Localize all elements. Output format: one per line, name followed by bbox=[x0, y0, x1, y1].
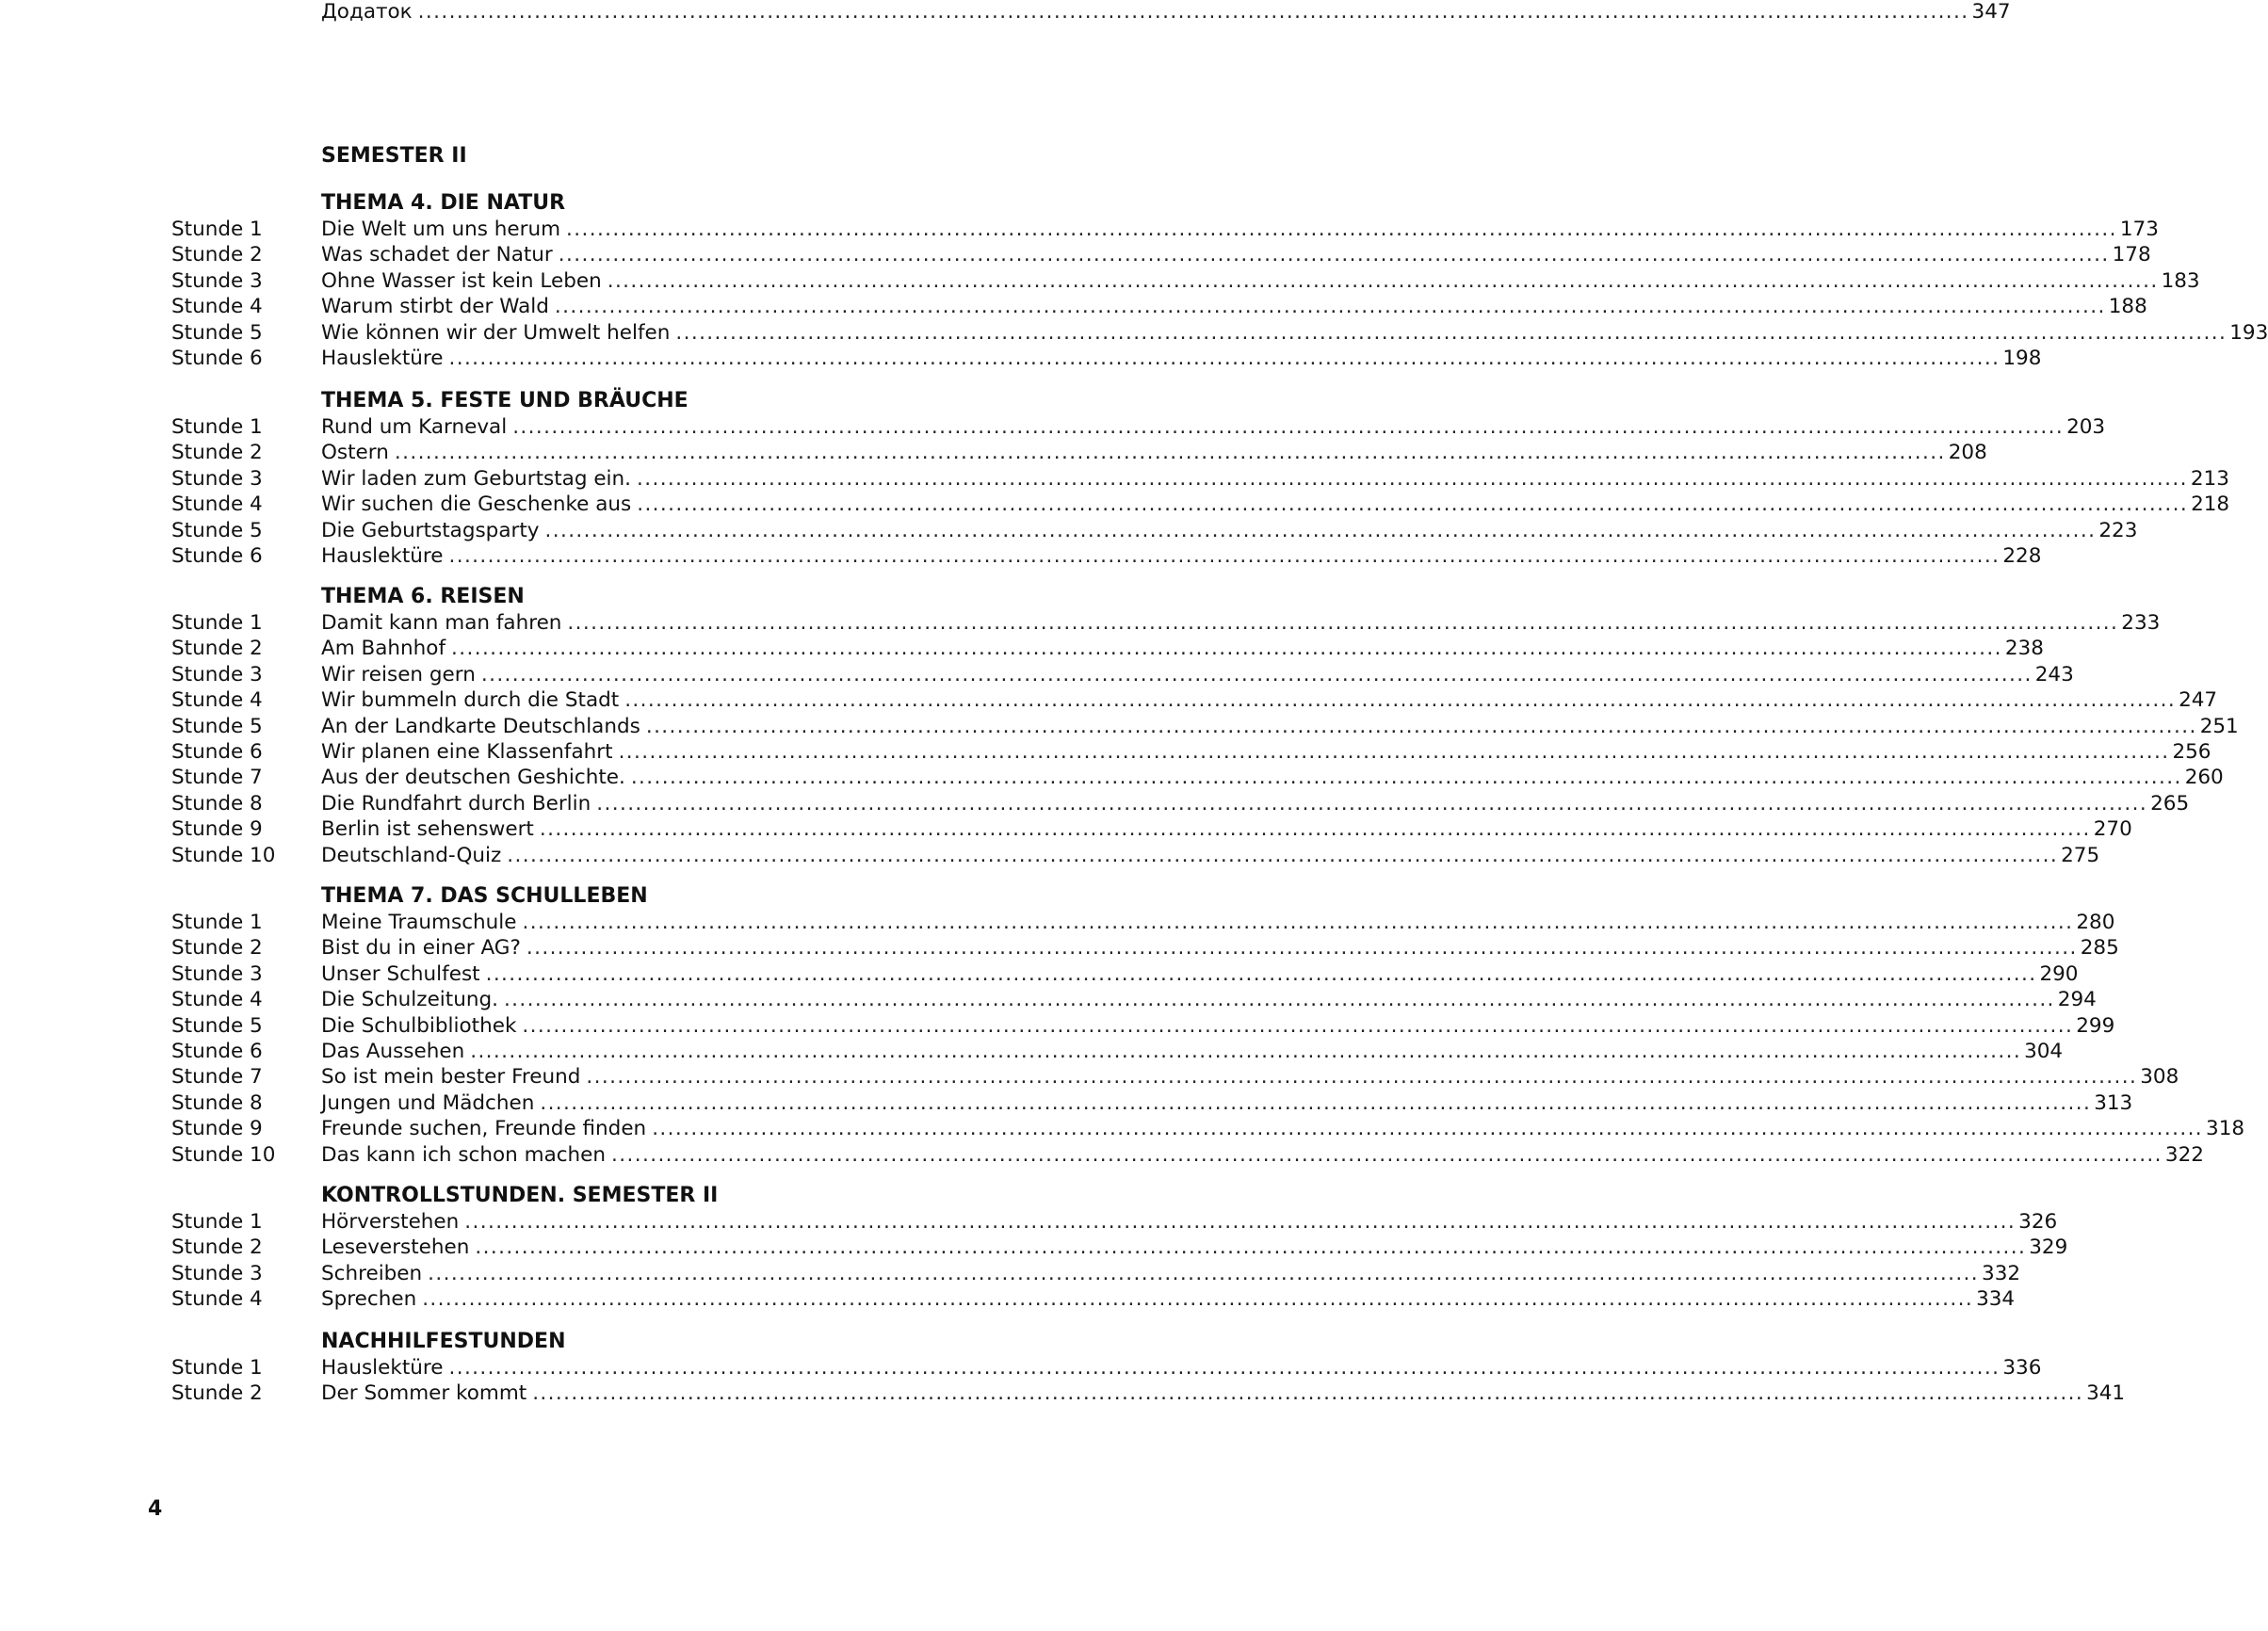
toc-entry bbox=[0, 988, 2097, 1012]
lesson-label: Stunde 1 bbox=[171, 415, 263, 439]
entry-title: So ist mein bester Freund bbox=[321, 1065, 581, 1090]
toc-entry bbox=[0, 0, 2011, 24]
page-ref: 313 bbox=[2094, 1090, 2133, 1115]
entry-title: Damit kann man fahren bbox=[321, 611, 562, 635]
toc-entry bbox=[0, 1013, 2115, 1039]
dot-leader: ........................................................................................................................................................................................................ bbox=[540, 1090, 2092, 1115]
lesson-label: Stunde 6 bbox=[171, 544, 263, 568]
entry-title: Wir planen eine Klassenfahrt bbox=[321, 740, 613, 764]
page-ref: 198 bbox=[2002, 347, 2042, 370]
page-ref: 285 bbox=[2080, 936, 2119, 961]
toc-entry bbox=[0, 1117, 2245, 1141]
page-ref: 247 bbox=[2179, 688, 2218, 713]
lesson-label: Stunde 3 bbox=[171, 961, 263, 986]
page-number: 4 bbox=[148, 1497, 163, 1521]
entry-title: Додаток bbox=[321, 0, 413, 24]
toc-entry bbox=[0, 714, 2239, 739]
entry-title: Die Welt um uns herum bbox=[321, 218, 561, 241]
page-ref: 270 bbox=[2093, 817, 2132, 842]
dot-leader: ........................................................................................................................................................................................................ bbox=[624, 688, 2177, 713]
entry-title: An der Landkarte Deutschlands bbox=[321, 714, 640, 738]
toc-entry bbox=[0, 1287, 2016, 1312]
section-heading: THEMA 5. FESTE UND BRÄUCHE bbox=[321, 389, 688, 412]
lesson-label: Stunde 1 bbox=[171, 218, 263, 241]
entry-title: Wir suchen die Geschenke aus bbox=[321, 493, 632, 517]
lesson-label: Stunde 5 bbox=[171, 714, 263, 738]
entry-title: Jungen und Mädchen bbox=[321, 1090, 535, 1115]
toc-entry bbox=[0, 791, 2190, 816]
toc-entry bbox=[0, 493, 2230, 517]
page-ref: 275 bbox=[2061, 843, 2100, 867]
page-ref: 251 bbox=[2199, 714, 2239, 738]
dot-leader: ........................................................................................................................................................................................................ bbox=[464, 1210, 2017, 1234]
lesson-label: Stunde 5 bbox=[171, 1013, 263, 1038]
lesson-label: Stunde 3 bbox=[171, 466, 263, 491]
lesson-label: Stunde 8 bbox=[171, 1090, 263, 1115]
dot-leader: ........................................................................................................................................................................................................ bbox=[607, 268, 2159, 293]
entry-title: Sprechen bbox=[321, 1287, 417, 1312]
toc-entry bbox=[0, 961, 2079, 987]
page-ref: 322 bbox=[2164, 1142, 2204, 1167]
page-ref: 280 bbox=[2076, 911, 2115, 934]
toc-entry bbox=[0, 611, 2161, 636]
lesson-label: Stunde 7 bbox=[171, 766, 263, 790]
page-ref: 203 bbox=[2066, 415, 2106, 439]
lesson-label: Stunde 10 bbox=[171, 843, 276, 867]
entry-title: Die Schulbibliothek bbox=[321, 1013, 517, 1038]
dot-leader: ........................................................................................................................................................................................................ bbox=[480, 662, 2033, 686]
lesson-label: Stunde 4 bbox=[171, 688, 263, 713]
toc-entry bbox=[0, 766, 2224, 790]
section-heading: NACHHILFESTUNDEN bbox=[321, 1330, 566, 1353]
lesson-label: Stunde 2 bbox=[171, 1381, 263, 1406]
page-ref: 256 bbox=[2172, 740, 2211, 764]
lesson-label: Stunde 4 bbox=[171, 295, 263, 319]
page-ref: 173 bbox=[2119, 218, 2159, 241]
entry-title: Berlin ist sehenswert bbox=[321, 817, 534, 842]
page-ref: 265 bbox=[2150, 791, 2190, 816]
page-ref: 294 bbox=[2057, 988, 2097, 1012]
page-ref: 329 bbox=[2029, 1235, 2068, 1260]
page-ref: 336 bbox=[2002, 1356, 2042, 1380]
dot-leader: ........................................................................................................................................................................................................ bbox=[428, 1261, 1980, 1285]
lesson-label: Stunde 1 bbox=[171, 1210, 263, 1234]
lesson-label: Stunde 1 bbox=[171, 611, 263, 635]
lesson-label: Stunde 4 bbox=[171, 988, 263, 1012]
lesson-label: Stunde 4 bbox=[171, 493, 263, 517]
dot-leader: ........................................................................................................................................................................................................ bbox=[637, 466, 2188, 491]
toc-entry bbox=[0, 295, 2147, 319]
lesson-label: Stunde 5 bbox=[171, 320, 263, 345]
dot-leader: ........................................................................................................................................................................................................ bbox=[586, 1065, 2138, 1090]
toc-entry bbox=[0, 1210, 2058, 1235]
page-ref: 347 bbox=[1971, 0, 2011, 24]
lesson-label: Stunde 6 bbox=[171, 740, 263, 764]
toc-entry bbox=[0, 911, 2115, 935]
page-ref: 223 bbox=[2098, 518, 2138, 542]
dot-leader: ........................................................................................................................................................................................................ bbox=[512, 415, 2065, 439]
entry-title: Das Aussehen bbox=[321, 1040, 465, 1063]
lesson-label: Stunde 2 bbox=[171, 936, 263, 961]
dot-leader: ........................................................................................................................................................................................................ bbox=[544, 518, 2097, 542]
entry-title: Freunde suchen, Freunde finden bbox=[321, 1117, 647, 1141]
toc-entry bbox=[0, 936, 2119, 961]
entry-title: Hauslektüre bbox=[321, 544, 444, 568]
toc-entry bbox=[0, 1261, 2021, 1286]
entry-title: Schreiben bbox=[321, 1261, 423, 1285]
entry-title: Wir reisen gern bbox=[321, 662, 476, 686]
page-ref: 193 bbox=[2229, 320, 2268, 345]
lesson-label: Stunde 10 bbox=[171, 1142, 276, 1167]
lesson-label: Stunde 1 bbox=[171, 911, 263, 934]
entry-title: Die Rundfahrt durch Berlin bbox=[321, 791, 591, 816]
dot-leader: ........................................................................................................................................................................................................ bbox=[526, 936, 2078, 961]
toc-entry bbox=[0, 1065, 2179, 1090]
toc-entry bbox=[0, 1142, 2204, 1168]
entry-title: Ohne Wasser ist kein Leben bbox=[321, 268, 602, 293]
entry-title: Hörverstehen bbox=[321, 1210, 460, 1234]
toc-entry bbox=[0, 243, 2151, 267]
entry-title: Das kann ich schon machen bbox=[321, 1142, 607, 1167]
dot-leader: ........................................................................................................................................................................................................ bbox=[554, 295, 2106, 319]
toc-entry bbox=[0, 415, 2106, 440]
section-heading: SEMESTER II bbox=[321, 144, 467, 168]
entry-title: Meine Traumschule bbox=[321, 911, 517, 934]
toc-entry bbox=[0, 544, 2042, 569]
page-ref: 243 bbox=[2034, 662, 2074, 686]
dot-leader: ........................................................................................................................................................................................................ bbox=[675, 320, 2228, 345]
lesson-label: Stunde 3 bbox=[171, 662, 263, 686]
page-ref: 260 bbox=[2184, 766, 2224, 790]
entry-title: Wir bummeln durch die Stadt bbox=[321, 688, 620, 713]
lesson-label: Stunde 1 bbox=[171, 1356, 263, 1380]
page-ref: 318 bbox=[2206, 1117, 2245, 1141]
page-ref: 183 bbox=[2161, 268, 2200, 293]
entry-title: Wir laden zum Geburtstag ein. bbox=[321, 466, 631, 491]
dot-leader: ........................................................................................................................................................................................................ bbox=[448, 544, 2001, 568]
page-ref: 308 bbox=[2140, 1065, 2179, 1090]
dot-leader: ........................................................................................................................................................................................................ bbox=[596, 791, 2148, 816]
lesson-label: Stunde 5 bbox=[171, 518, 263, 542]
page-ref: 233 bbox=[2121, 611, 2161, 635]
entry-title: Leseverstehen bbox=[321, 1235, 470, 1260]
dot-leader: ........................................................................................................................................................................................................ bbox=[566, 218, 2117, 241]
lesson-label: Stunde 6 bbox=[171, 347, 263, 370]
toc-entry bbox=[0, 1381, 2126, 1406]
page-ref: 290 bbox=[2039, 961, 2079, 986]
lesson-label: Stunde 2 bbox=[171, 637, 263, 661]
page-ref: 208 bbox=[1948, 441, 1987, 465]
entry-title: Ostern bbox=[321, 441, 389, 465]
entry-title: Die Schulzeitung. bbox=[321, 988, 498, 1012]
entry-title: Deutschland-Quiz bbox=[321, 843, 502, 867]
lesson-label: Stunde 3 bbox=[171, 1261, 263, 1285]
dot-leader: ........................................................................................................................................................................................................ bbox=[475, 1235, 2027, 1260]
dot-leader: ........................................................................................................................................................................................................ bbox=[422, 1287, 1974, 1312]
dot-leader: ........................................................................................................................................................................................................ bbox=[652, 1117, 2204, 1141]
lesson-label: Stunde 6 bbox=[171, 1040, 263, 1063]
page-ref: 238 bbox=[2004, 637, 2044, 661]
toc-entry bbox=[0, 843, 2100, 868]
dot-leader: ........................................................................................................................................................................................................ bbox=[567, 611, 2119, 635]
dot-leader: ........................................................................................................................................................................................................ bbox=[539, 817, 2091, 842]
entry-title: Der Sommer kommt bbox=[321, 1381, 527, 1406]
toc-entry bbox=[0, 347, 2042, 371]
dot-leader: ........................................................................................................................................................................................................ bbox=[503, 988, 2055, 1012]
dot-leader: ........................................................................................................................................................................................................ bbox=[558, 243, 2110, 267]
dot-leader: ........................................................................................................................................................................................................ bbox=[522, 911, 2074, 934]
toc-entry bbox=[0, 441, 1987, 465]
lesson-label: Stunde 2 bbox=[171, 1235, 263, 1260]
dot-leader: ........................................................................................................................................................................................................ bbox=[417, 0, 1969, 24]
lesson-label: Stunde 9 bbox=[171, 817, 263, 842]
entry-title: Bist du in einer AG? bbox=[321, 936, 521, 961]
toc-entry bbox=[0, 518, 2138, 543]
dot-leader: ........................................................................................................................................................................................................ bbox=[618, 740, 2170, 764]
page-ref: 334 bbox=[1976, 1287, 2016, 1312]
section-heading: THEMA 7. DAS SCHULLEBEN bbox=[321, 884, 648, 908]
dot-leader: ........................................................................................................................................................................................................ bbox=[470, 1040, 2022, 1063]
page-ref: 218 bbox=[2191, 493, 2230, 517]
toc-entry bbox=[0, 1235, 2068, 1260]
page-ref: 326 bbox=[2018, 1210, 2058, 1234]
toc-entry bbox=[0, 218, 2159, 242]
dot-leader: ........................................................................................................................................................................................................ bbox=[394, 441, 1946, 465]
page-ref: 341 bbox=[2086, 1381, 2126, 1406]
toc-entry bbox=[0, 1040, 2064, 1064]
section-heading: KONTROLLSTUNDEN. SEMESTER II bbox=[321, 1184, 719, 1207]
dot-leader: ........................................................................................................................................................................................................ bbox=[485, 961, 2037, 986]
toc-entry bbox=[0, 688, 2218, 713]
page-ref: 188 bbox=[2108, 295, 2147, 319]
toc-entry bbox=[0, 740, 2211, 765]
dot-leader: ........................................................................................................................................................................................................ bbox=[522, 1013, 2074, 1038]
dot-leader: ........................................................................................................................................................................................................ bbox=[507, 843, 2059, 867]
entry-title: Was schadet der Natur bbox=[321, 243, 553, 267]
dot-leader: ........................................................................................................................................................................................................ bbox=[532, 1381, 2084, 1406]
entry-title: Warum stirbt der Wald bbox=[321, 295, 549, 319]
page-ref: 178 bbox=[2112, 243, 2151, 267]
toc-entry bbox=[0, 662, 2074, 687]
lesson-label: Stunde 3 bbox=[171, 268, 263, 293]
toc-entry bbox=[0, 320, 2268, 346]
dot-leader: ........................................................................................................................................................................................................ bbox=[637, 493, 2189, 517]
lesson-label: Stunde 8 bbox=[171, 791, 263, 816]
page-ref: 213 bbox=[2190, 466, 2229, 491]
toc-entry bbox=[0, 1090, 2133, 1116]
toc-entry bbox=[0, 1356, 2042, 1381]
lesson-label: Stunde 9 bbox=[171, 1117, 263, 1141]
entry-title: Rund um Karneval bbox=[321, 415, 508, 439]
toc-entry bbox=[0, 268, 2200, 294]
entry-title: Wie können wir der Umwelt helfen bbox=[321, 320, 671, 345]
dot-leader: ........................................................................................................................................................................................................ bbox=[645, 714, 2197, 738]
entry-title: Hauslektüre bbox=[321, 1356, 444, 1380]
toc-entry bbox=[0, 466, 2229, 492]
toc-entry bbox=[0, 817, 2132, 842]
entry-title: Hauslektüre bbox=[321, 347, 444, 370]
entry-title: Unser Schulfest bbox=[321, 961, 480, 986]
dot-leader: ........................................................................................................................................................................................................ bbox=[630, 766, 2182, 790]
dot-leader: ........................................................................................................................................................................................................ bbox=[451, 637, 2002, 661]
toc-entry bbox=[0, 637, 2044, 661]
section-heading: THEMA 6. REISEN bbox=[321, 585, 525, 608]
section-heading: THEMA 4. DIE NATUR bbox=[321, 191, 566, 215]
dot-leader: ........................................................................................................................................................................................................ bbox=[448, 1356, 2001, 1380]
dot-leader: ........................................................................................................................................................................................................ bbox=[448, 347, 2001, 370]
page-ref: 304 bbox=[2024, 1040, 2064, 1063]
entry-title: Aus der deutschen Geshichte. bbox=[321, 766, 625, 790]
page-ref: 332 bbox=[1982, 1261, 2021, 1285]
entry-title: Die Geburtstagsparty bbox=[321, 518, 540, 542]
entry-title: Am Bahnhof bbox=[321, 637, 446, 661]
dot-leader: ........................................................................................................................................................................................................ bbox=[611, 1142, 2163, 1167]
page-ref: 228 bbox=[2002, 544, 2042, 568]
lesson-label: Stunde 4 bbox=[171, 1287, 263, 1312]
lesson-label: Stunde 7 bbox=[171, 1065, 263, 1090]
lesson-label: Stunde 2 bbox=[171, 243, 263, 267]
lesson-label: Stunde 2 bbox=[171, 441, 263, 465]
page-ref: 299 bbox=[2076, 1013, 2115, 1038]
